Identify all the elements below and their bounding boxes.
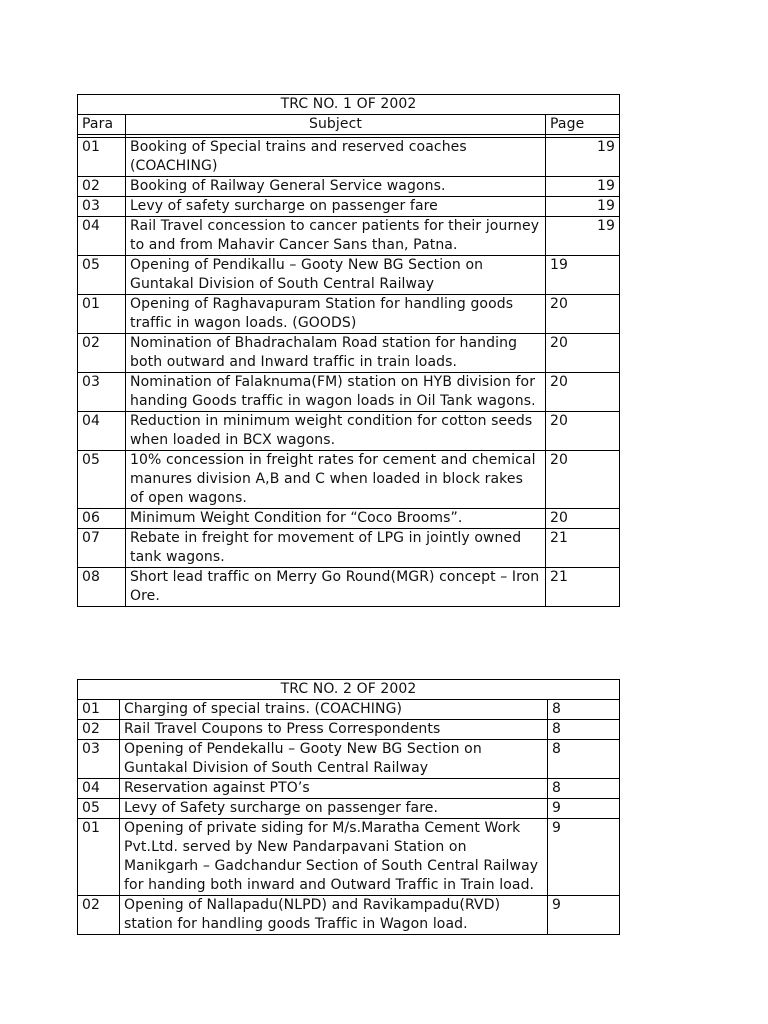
subject-cell: Opening of Pendikallu – Gooty New BG Section on Guntakal Division of South Central Railway bbox=[126, 256, 546, 295]
page-cell: 20 bbox=[546, 509, 620, 529]
subject-cell: Charging of special trains. (COACHING) bbox=[120, 700, 548, 720]
table-row bbox=[78, 373, 620, 412]
table-row bbox=[78, 720, 620, 740]
table-row bbox=[78, 779, 620, 799]
page-cell: 21 bbox=[546, 568, 620, 607]
para-cell: 04 bbox=[78, 779, 120, 799]
page-cell: 9 bbox=[548, 819, 620, 896]
page-cell: 19 bbox=[546, 177, 620, 197]
trc-table-1 bbox=[77, 94, 620, 607]
page-cell: 19 bbox=[546, 217, 620, 256]
table-row bbox=[78, 819, 620, 896]
subject-cell: 10% concession in freight rates for cement and chemical manures division A,B and C when loaded in block rakes of open wagons. bbox=[126, 451, 546, 509]
page-cell: 8 bbox=[548, 720, 620, 740]
page-cell: 20 bbox=[546, 412, 620, 451]
page-cell: 8 bbox=[548, 700, 620, 720]
para-cell: 05 bbox=[78, 451, 126, 509]
page-cell: 21 bbox=[546, 529, 620, 568]
table-row bbox=[78, 217, 620, 256]
page-cell: 8 bbox=[548, 779, 620, 799]
subject-cell: Booking of Special trains and reserved coaches (COACHING) bbox=[126, 138, 546, 177]
subject-cell: Opening of Pendekallu – Gooty New BG Section on Guntakal Division of South Central Railway bbox=[120, 740, 548, 779]
table-title-row bbox=[78, 680, 620, 700]
subject-cell: Opening of private siding for M/s.Maratha Cement Work Pvt.Ltd. served by New Pandarpavani Station on Manikgarh – Gadchandur Section of South Central Railway for handing both inward and Outward Traffic in Train load. bbox=[120, 819, 548, 896]
table-row bbox=[78, 177, 620, 197]
page-cell: 20 bbox=[546, 295, 620, 334]
trc-table-2 bbox=[77, 679, 620, 935]
header-page: Page bbox=[546, 115, 620, 135]
header-subject: Subject bbox=[126, 115, 546, 135]
para-cell: 03 bbox=[78, 373, 126, 412]
subject-cell: Levy of safety surcharge on passenger fare bbox=[126, 197, 546, 217]
para-cell: 02 bbox=[78, 334, 126, 373]
table-header-row bbox=[78, 115, 620, 135]
page-cell: 20 bbox=[546, 451, 620, 509]
page-cell: 20 bbox=[546, 373, 620, 412]
subject-cell: Rail Travel Coupons to Press Correspondents bbox=[120, 720, 548, 740]
table-row bbox=[78, 256, 620, 295]
table-row bbox=[78, 896, 620, 935]
para-cell: 01 bbox=[78, 138, 126, 177]
table-title-row bbox=[78, 95, 620, 115]
table-row bbox=[78, 138, 620, 177]
subject-cell: Nomination of Falaknuma(FM) station on HYB division for handing Goods traffic in wagon loads in Oil Tank wagons. bbox=[126, 373, 546, 412]
table-row bbox=[78, 197, 620, 217]
table-row bbox=[78, 509, 620, 529]
table-row bbox=[78, 700, 620, 720]
table-row bbox=[78, 529, 620, 568]
subject-cell: Levy of Safety surcharge on passenger fare. bbox=[120, 799, 548, 819]
subject-cell: Rail Travel concession to cancer patients for their journey to and from Mahavir Cancer Sans than, Patna. bbox=[126, 217, 546, 256]
table-row bbox=[78, 740, 620, 779]
table-row bbox=[78, 412, 620, 451]
page-cell: 20 bbox=[546, 334, 620, 373]
subject-cell: Minimum Weight Condition for “Coco Brooms”. bbox=[126, 509, 546, 529]
para-cell: 05 bbox=[78, 256, 126, 295]
para-cell: 04 bbox=[78, 412, 126, 451]
table-title: TRC NO. 1 OF 2002 bbox=[78, 95, 620, 115]
table-row bbox=[78, 295, 620, 334]
para-cell: 05 bbox=[78, 799, 120, 819]
para-cell: 04 bbox=[78, 217, 126, 256]
table-row bbox=[78, 451, 620, 509]
para-cell: 08 bbox=[78, 568, 126, 607]
table-row bbox=[78, 568, 620, 607]
subject-cell: Booking of Railway General Service wagons. bbox=[126, 177, 546, 197]
page-cell: 9 bbox=[548, 799, 620, 819]
table-title: TRC NO. 2 OF 2002 bbox=[78, 680, 620, 700]
subject-cell: Rebate in freight for movement of LPG in jointly owned tank wagons. bbox=[126, 529, 546, 568]
para-cell: 03 bbox=[78, 740, 120, 779]
para-cell: 02 bbox=[78, 720, 120, 740]
para-cell: 06 bbox=[78, 509, 126, 529]
subject-cell: Short lead traffic on Merry Go Round(MGR) concept – Iron Ore. bbox=[126, 568, 546, 607]
para-cell: 01 bbox=[78, 295, 126, 334]
page-cell: 8 bbox=[548, 740, 620, 779]
para-cell: 01 bbox=[78, 700, 120, 720]
subject-cell: Reduction in minimum weight condition for cotton seeds when loaded in BCX wagons. bbox=[126, 412, 546, 451]
para-cell: 01 bbox=[78, 819, 120, 896]
table-row bbox=[78, 334, 620, 373]
page-cell: 19 bbox=[546, 138, 620, 177]
para-cell: 02 bbox=[78, 177, 126, 197]
para-cell: 02 bbox=[78, 896, 120, 935]
subject-cell: Opening of Nallapadu(NLPD) and Ravikampadu(RVD) station for handling goods Traffic in Wagon load. bbox=[120, 896, 548, 935]
subject-cell: Nomination of Bhadrachalam Road station for handing both outward and Inward traffic in train loads. bbox=[126, 334, 546, 373]
header-para: Para bbox=[78, 115, 126, 135]
subject-cell: Opening of Raghavapuram Station for handling goods traffic in wagon loads. (GOODS) bbox=[126, 295, 546, 334]
table-row bbox=[78, 799, 620, 819]
page-cell: 19 bbox=[546, 197, 620, 217]
subject-cell: Reservation against PTO’s bbox=[120, 779, 548, 799]
para-cell: 07 bbox=[78, 529, 126, 568]
para-cell: 03 bbox=[78, 197, 126, 217]
page-cell: 19 bbox=[546, 256, 620, 295]
page-cell: 9 bbox=[548, 896, 620, 935]
